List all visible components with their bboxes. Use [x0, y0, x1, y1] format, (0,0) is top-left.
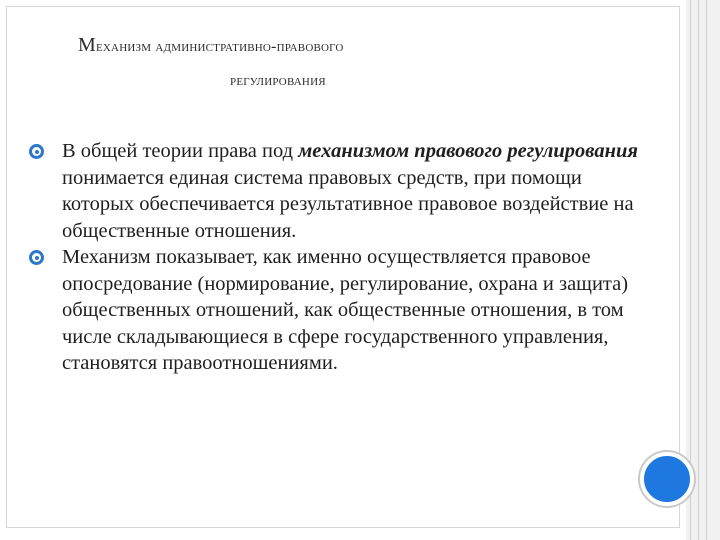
bullet-1-pre: В общей теории права под: [62, 140, 299, 162]
bullet-1-emphasis: механизмом правового регулирования: [298, 140, 638, 162]
bullet-1-post: понимается единая система правовых средств, при помощи которых обеспечивается результативное правовое воздействие на общественные отношения.: [62, 166, 634, 242]
right-line-3: [706, 0, 707, 540]
right-line-2: [698, 0, 699, 540]
bullet-circle-icon: [29, 144, 44, 159]
bullet-item-2: [26, 244, 646, 377]
content: [26, 138, 646, 377]
blue-circle-decoration: [640, 452, 694, 506]
title-line-1: [78, 34, 344, 57]
right-strip: [686, 0, 720, 540]
bullet-2-text: Механизм показывает, как именно осуществляется правовое опосредование (нормирование, регулирование, охрана и защита) общественных отношений, как общественные отношения, в том числе складывающиеся в сфере государственного управления, становятся правоотношениями.: [62, 246, 629, 374]
title-line-1-text: еханизм административно-правового: [95, 38, 344, 55]
bullet-item-1: [26, 138, 646, 244]
bullet-circle-icon: [29, 250, 44, 265]
title-line-2: регулирования: [230, 72, 326, 89]
right-line-1: [690, 0, 691, 540]
title-initial: М: [78, 34, 96, 56]
